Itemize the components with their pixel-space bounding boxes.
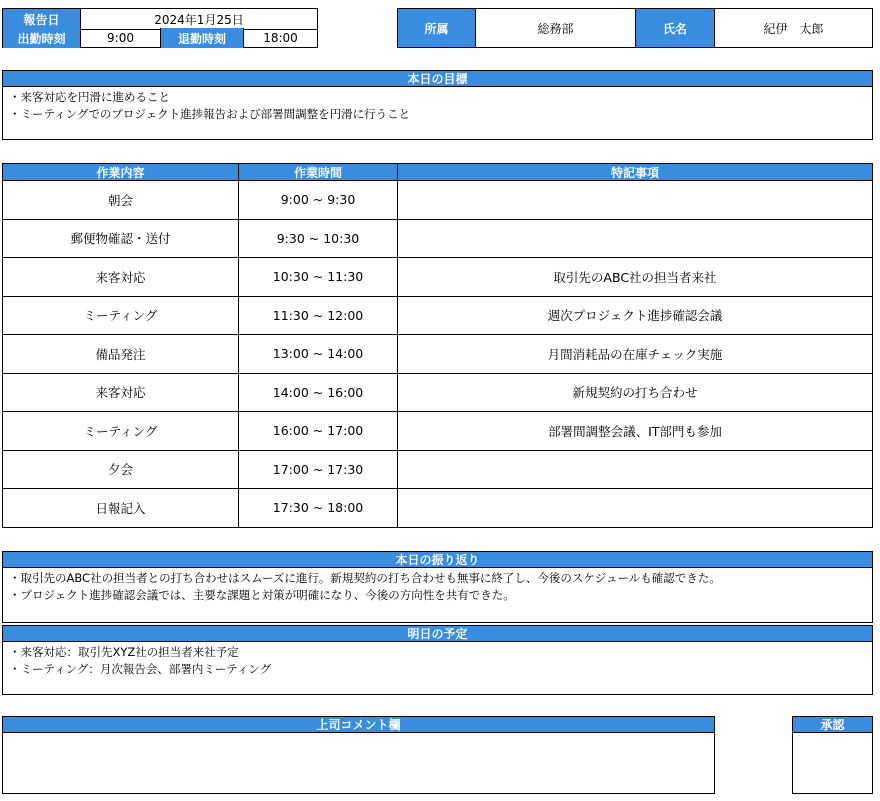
review-body[interactable] [2, 567, 873, 623]
employee-info-block [397, 8, 873, 48]
boss-comment-title: 上司コメント欄 [2, 716, 715, 732]
task-cell[interactable]: ミーティング [3, 297, 239, 335]
start-time-label: 出勤時刻 [3, 28, 81, 48]
task-cell[interactable]: 夕会 [3, 451, 239, 489]
review-title: 本日の振り返り [2, 551, 873, 567]
task-cell[interactable]: 郵便物確認・送付 [3, 220, 239, 258]
goal-item: ・来客対応を円滑に進めること [9, 90, 170, 104]
col-header-note: 特記事項 [398, 164, 872, 180]
attendance-row [3, 28, 317, 48]
schedule-header-row [3, 164, 872, 180]
time-cell[interactable]: 11:30 ~ 12:00 [239, 297, 398, 335]
note-cell[interactable]: 月間消耗品の在庫チェック実施 [547, 346, 723, 362]
note-cell[interactable]: 新規契約の打ち合わせ [572, 385, 698, 401]
table-row [3, 373, 872, 412]
table-row [3, 296, 872, 335]
approval-title: 承認 [792, 716, 873, 732]
col-header-task: 作業内容 [3, 164, 239, 180]
time-cell[interactable]: 10:30 ~ 11:30 [239, 258, 398, 296]
table-row [3, 411, 872, 450]
time-cell[interactable]: 13:00 ~ 14:00 [239, 335, 398, 373]
tomorrow-item: ・来客対応：取引先XYZ社の担当者来社予定 [9, 645, 239, 659]
name-value[interactable]: 紀伊 太郎 [763, 21, 824, 36]
task-cell[interactable]: 来客対応 [3, 374, 239, 412]
note-cell[interactable] [398, 489, 872, 527]
goals-title: 本日の目標 [2, 70, 873, 86]
tomorrow-item: ・ミーティング：月次報告会、部署内ミーティング [9, 662, 272, 676]
note-cell[interactable] [398, 451, 872, 489]
end-time-value[interactable]: 18:00 [263, 31, 298, 45]
table-row [3, 488, 872, 527]
time-cell[interactable]: 16:00 ~ 17:00 [239, 412, 398, 450]
task-cell[interactable]: 日報記入 [3, 489, 239, 527]
tomorrow-body[interactable] [2, 641, 873, 695]
boss-comment-field[interactable] [2, 732, 715, 794]
table-row [3, 257, 872, 296]
task-cell[interactable]: ミーティング [3, 412, 239, 450]
report-date-value[interactable]: 2024年1月25日 [154, 12, 244, 27]
goal-item: ・ミーティングでのプロジェクト進捗報告および部署間調整を円滑に行うこと [9, 107, 411, 121]
note-cell[interactable]: 取引先のABC社の担当者来社 [553, 269, 717, 285]
dept-value[interactable]: 総務部 [476, 9, 636, 47]
time-cell[interactable]: 14:00 ~ 16:00 [239, 374, 398, 412]
time-cell[interactable]: 9:00 ~ 9:30 [239, 181, 398, 219]
task-cell[interactable]: 来客対応 [3, 258, 239, 296]
task-cell[interactable]: 備品発注 [3, 335, 239, 373]
table-row [3, 334, 872, 373]
start-time-value[interactable]: 9:00 [81, 28, 161, 48]
note-cell[interactable] [398, 220, 872, 258]
dept-label: 所属 [398, 9, 476, 47]
approval-stamp-field[interactable] [792, 732, 873, 794]
schedule-table [2, 163, 873, 528]
report-info-block [2, 8, 318, 48]
tomorrow-title: 明日の予定 [2, 625, 873, 641]
col-header-time: 作業時間 [239, 164, 398, 180]
report-date-row [3, 9, 317, 30]
table-row [3, 450, 872, 489]
goals-body[interactable] [2, 86, 873, 140]
review-item: ・プロジェクト進捗確認会議では、主要な課題と対策が明確になり、今後の方向性を共有できた。 [9, 588, 515, 602]
time-cell[interactable]: 17:30 ~ 18:00 [239, 489, 398, 527]
task-cell[interactable]: 朝会 [3, 181, 239, 219]
note-cell[interactable]: 週次プロジェクト進捗確認会議 [547, 308, 723, 324]
review-item: ・取引先のABC社の担当者との打ち合わせはスムーズに進行。新規契約の打ち合わせも無事に終了し、今後のスケジュールも確認できた。 [9, 571, 721, 585]
time-cell[interactable]: 17:00 ~ 17:30 [239, 451, 398, 489]
report-date-label: 報告日 [3, 9, 81, 29]
table-row [3, 180, 872, 219]
note-cell[interactable]: 部署間調整会議、IT部門も参加 [548, 423, 722, 439]
time-cell[interactable]: 9:30 ~ 10:30 [239, 220, 398, 258]
name-label: 氏名 [636, 9, 715, 47]
end-time-label: 退勤時刻 [161, 28, 244, 48]
note-cell[interactable] [398, 181, 872, 219]
table-row [3, 219, 872, 258]
